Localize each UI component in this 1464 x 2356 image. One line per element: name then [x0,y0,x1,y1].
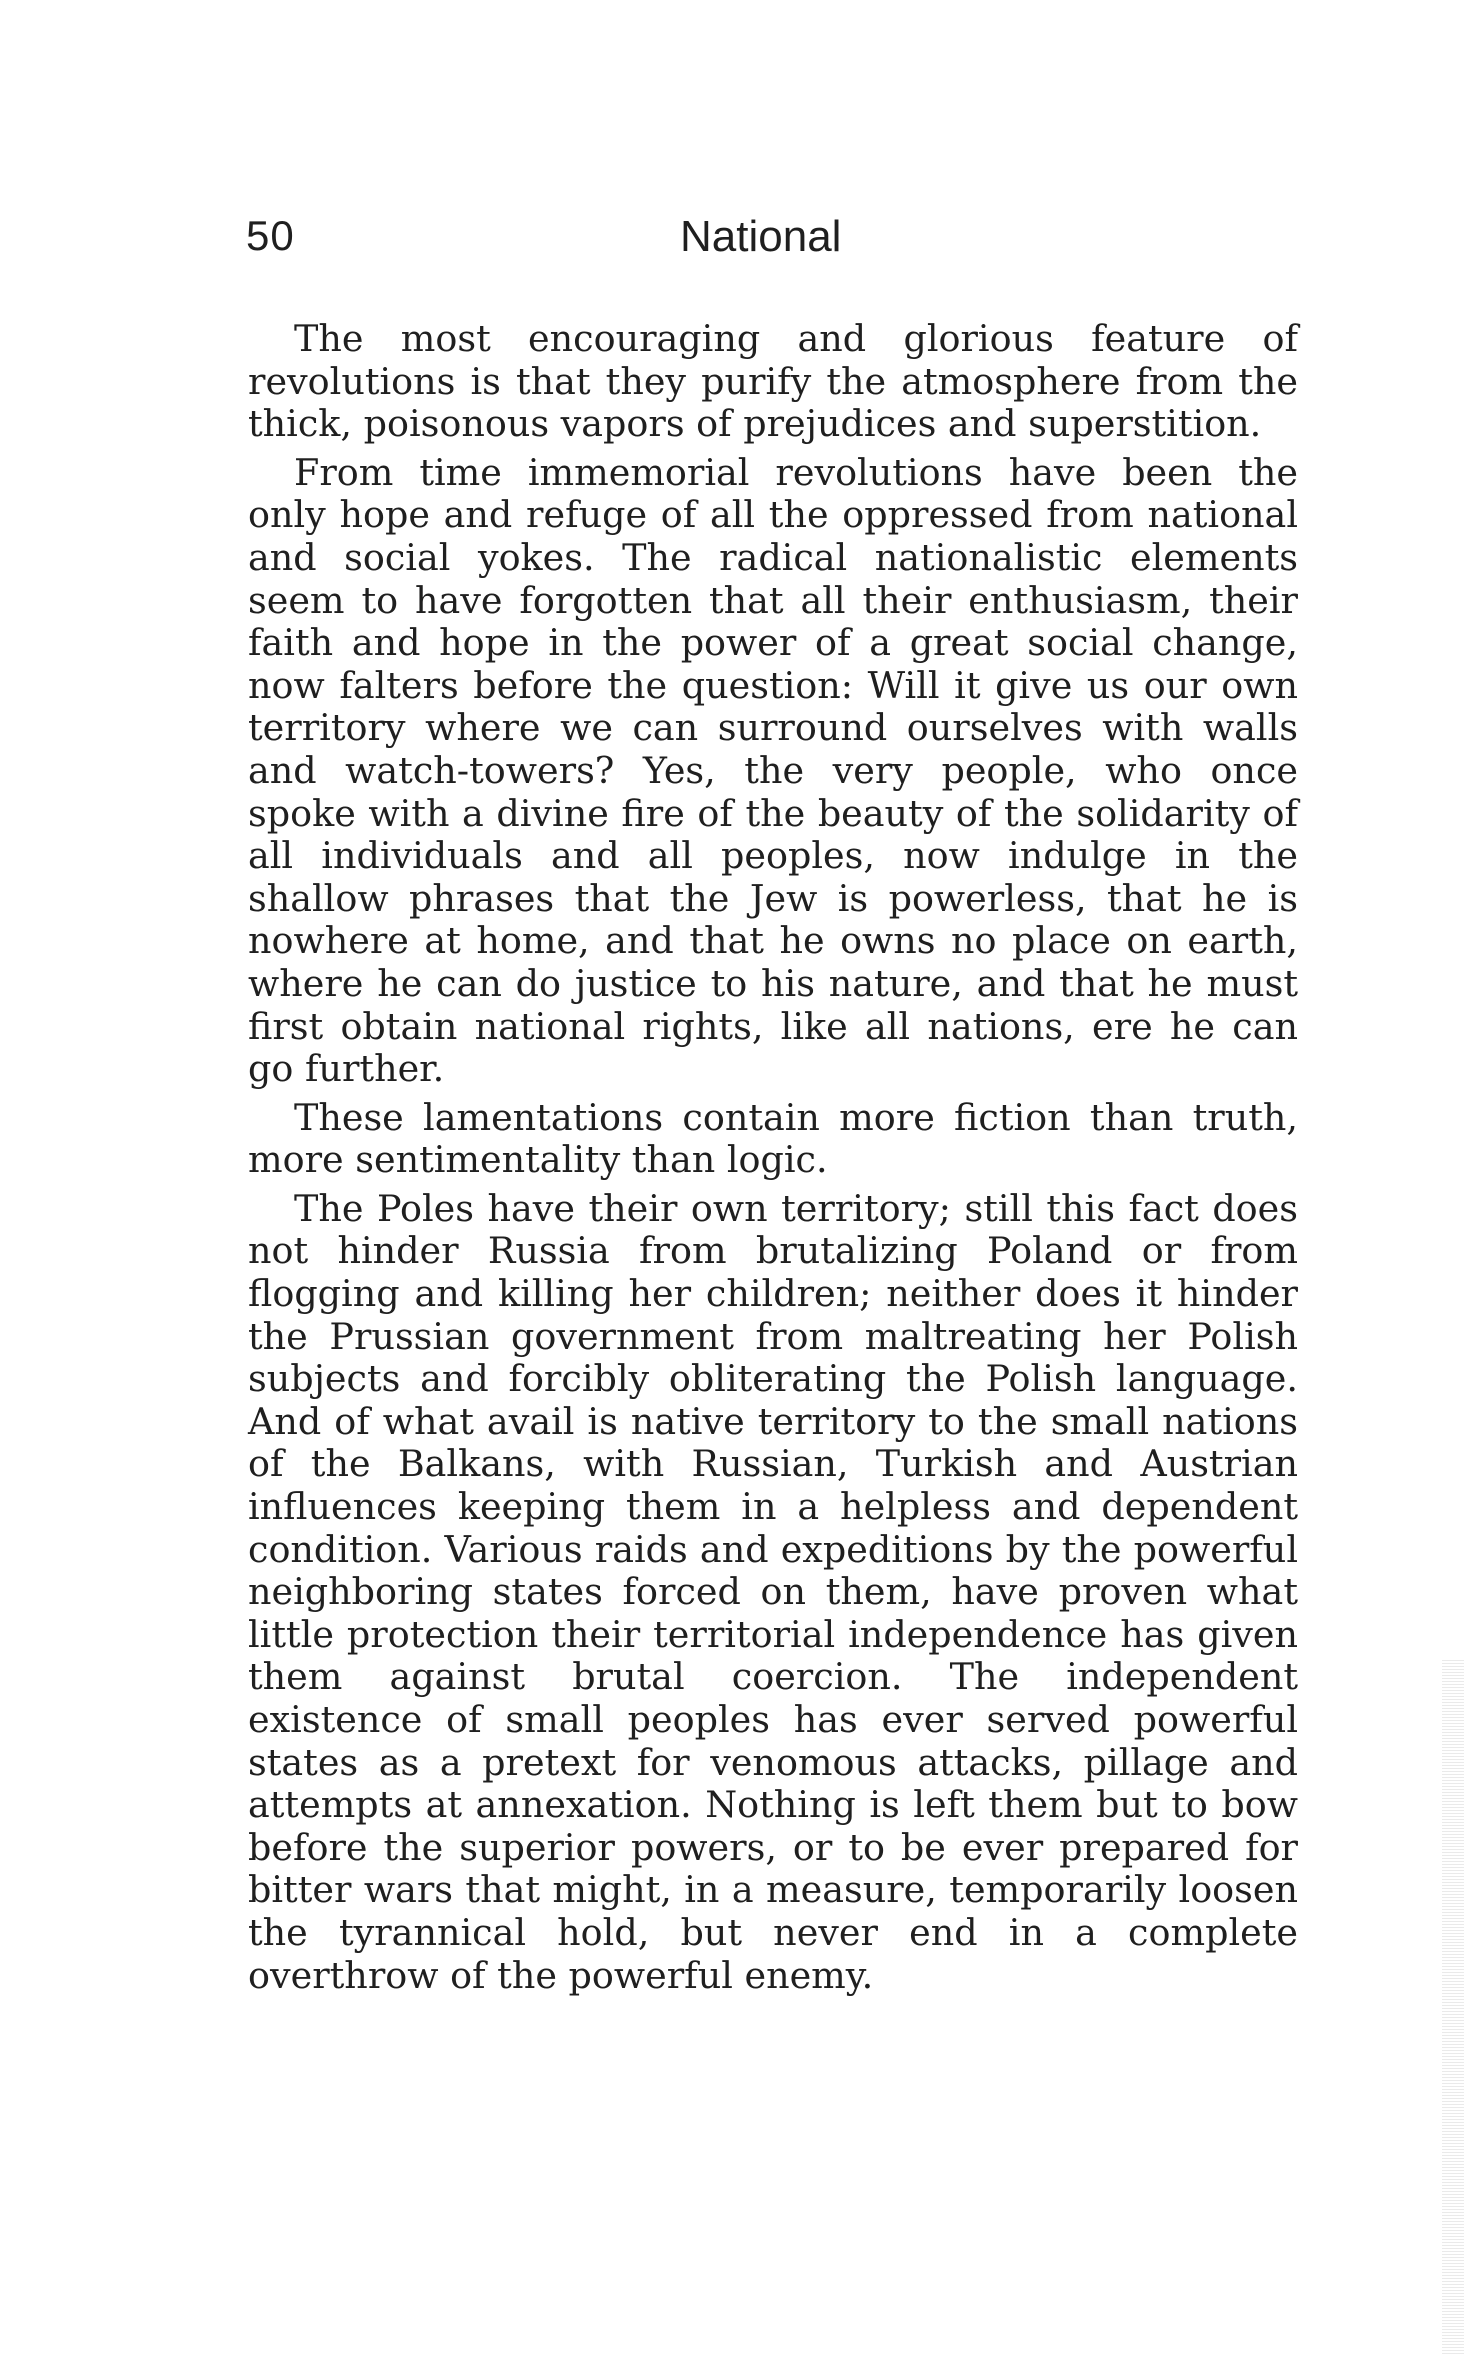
running-title: National [680,212,842,261]
paragraph-4: The Poles have their own territory; still this fact does not hinder Russia from brutalizing Poland or from flogging and killing her children; neither does it hinder the Prussian government from maltreating her Polish subjects and forcibly obliterating the Polish language. And of what avail is native territory to the small nations of the Balkans, with Russian, Turkish and Austrian influences keeping them in a helpless and dependent condition. Various raids and expeditions by the powerful neighboring states forced on them, have proven what little protection their territorial independence has given them against brutal coercion. The independent existence of small peoples has ever served powerful states as a pretext for venomous attacks, pillage and attempts at annexation. Nothing is left them but to bow before the superior powers, or to be ever prepared for bitter wars that might, in a measure, temporarily loosen the tyrannical hold, but never end in a complete overthrow of the powerful enemy. [248,1186,1298,1997]
page-edge-texture [1442,1660,1464,2356]
page-number: 50 [246,212,295,259]
paragraph-1: The most encouraging and glorious feature of revolutions is that they purify the atmosphere from the thick, poisonous vapors of prejudices and superstition. [248,317,1298,446]
paragraph-3: These lamentations contain more fiction than truth, more sentimentality than logic. [248,1095,1298,1182]
running-head [246,212,1296,272]
body-text [248,318,1298,2003]
paragraph-2: From time immemorial revolutions have been the only hope and refuge of all the oppressed from national and social yokes. The radical nationalistic elements seem to have forgotten that all their enthusiasm, their faith and hope in the power of a great social change, now falters before the question: Will it give us our own territory where we can surround ourselves with walls and watch-towers? Yes, the very people, who once spoke with a divine fire of the beauty of the solidarity of all individuals and all peoples, now indulge in the shallow phrases that the Jew is powerless, that he is nowhere at home, and that he owns no place on earth, where he can do justice to his nature, and that he must first obtain national rights, like all nations, ere he can go further. [248,450,1298,1091]
